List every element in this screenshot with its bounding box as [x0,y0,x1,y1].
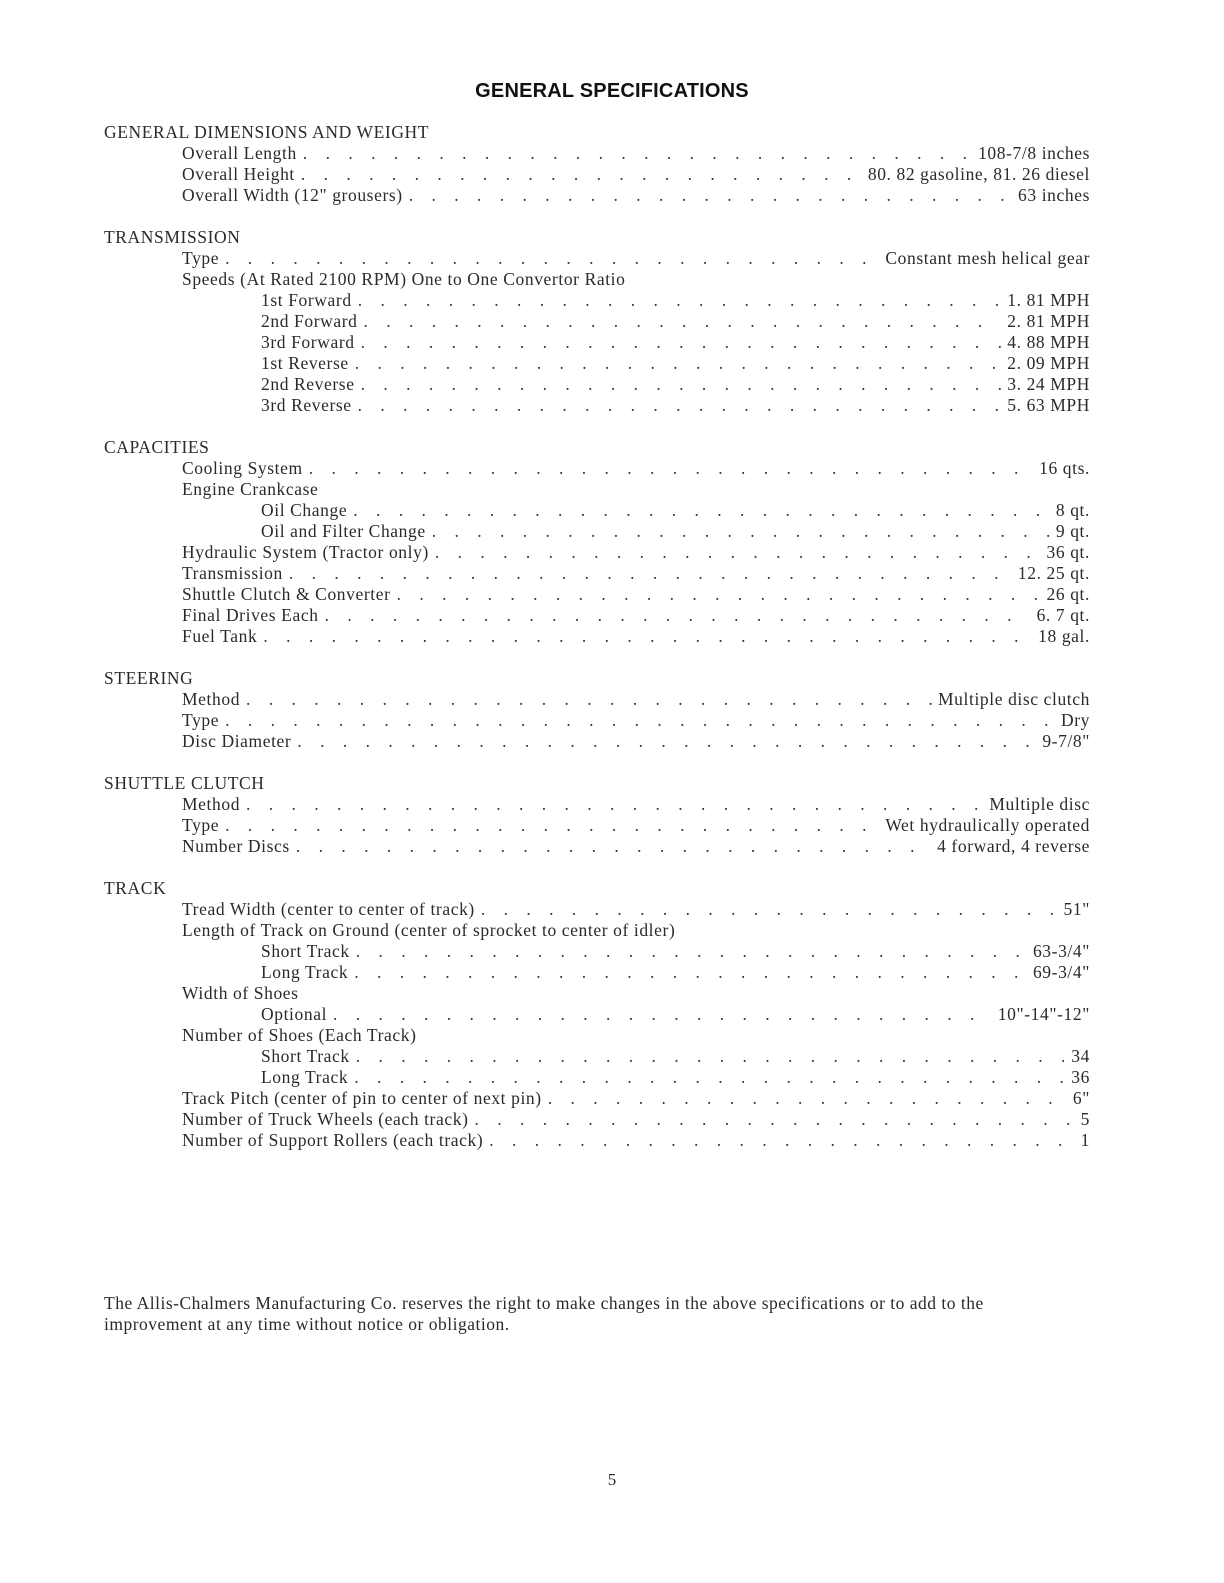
spec-label: 2nd Forward [261,311,358,331]
dot-leader [355,353,1002,374]
spec-section [104,122,1090,206]
section-heading: GENERAL DIMENSIONS AND WEIGHT [104,122,430,142]
spec-row [104,458,1090,479]
dot-leader [263,626,1032,647]
spec-row [104,1004,1090,1025]
spec-label: Hydraulic System (Tractor only) [182,542,429,562]
spec-row [104,1025,1090,1046]
spec-value: 4. 88 MPH [1007,332,1090,352]
spec-row [104,899,1090,920]
section-heading: STEERING [104,668,194,688]
dot-leader [358,395,1002,416]
spec-label: Track Pitch (center of pin to center of next pin) [182,1088,542,1108]
spec-value: 51" [1063,899,1090,919]
section-heading: CAPACITIES [104,437,210,457]
section-heading: TRACK [104,878,167,898]
spec-value: 80. 82 gasoline, 81. 26 diesel [867,164,1090,184]
dot-leader [301,164,862,185]
spec-label: Oil Change [261,500,348,520]
spec-value: 9 qt. [1055,521,1090,541]
dot-leader [353,500,1050,521]
spec-value: 2. 81 MPH [1007,311,1090,331]
spec-row [104,731,1090,752]
spec-label: Short Track [261,1046,350,1066]
spec-label: 3rd Forward [261,332,355,352]
spec-section [104,668,1090,752]
spec-value: 36 qt. [1046,542,1090,562]
spec-value: 63 inches [1018,185,1090,205]
dot-leader [225,815,879,836]
dot-leader [356,1046,1066,1067]
spec-label: Method [182,794,241,814]
spec-label: Overall Width (12" grousers) [182,185,403,205]
dot-leader [361,374,1002,395]
spec-value: 34 [1071,1046,1090,1066]
spec-row [104,269,1090,290]
dot-leader [356,941,1027,962]
dot-leader [475,1109,1075,1130]
dot-leader [354,1067,1065,1088]
spec-label: Engine Crankcase [182,479,319,499]
spec-label: Tread Width (center to center of track) [182,899,475,919]
spec-label: Width of Shoes [182,983,299,1003]
spec-label: Shuttle Clutch & Converter [182,584,391,604]
spec-value: 1 [1080,1130,1090,1150]
dot-leader [432,521,1050,542]
spec-value: 1. 81 MPH [1007,290,1090,310]
spec-label: 2nd Reverse [261,374,355,394]
spec-row [104,626,1090,647]
spec-row [104,794,1090,815]
spec-row [104,836,1090,857]
spec-value: 6. 7 qt. [1036,605,1090,625]
spec-row [104,1130,1090,1151]
spec-row [104,941,1090,962]
page-number: 5 [607,1470,617,1489]
spec-row [104,311,1090,332]
dot-leader [409,185,1012,206]
spec-label: Long Track [261,962,349,982]
dot-leader [361,332,1002,353]
spec-row [104,689,1090,710]
spec-row [104,395,1090,416]
spec-row [104,710,1090,731]
dot-leader [397,584,1041,605]
spec-label: Long Track [261,1067,349,1087]
dot-leader [289,563,1012,584]
spec-row [104,500,1090,521]
spec-value: 63-3/4" [1032,941,1090,961]
spec-value: 36 [1071,1067,1090,1087]
section-heading: SHUTTLE CLUTCH [104,773,265,793]
spec-section [104,437,1090,647]
spec-row [104,374,1090,395]
spec-row [104,164,1090,185]
spec-row [104,563,1090,584]
dot-leader [364,311,1002,332]
spec-value: 2. 09 MPH [1007,353,1090,373]
spec-value: 69-3/4" [1032,962,1090,982]
disclaimer-notice: The Allis-Chalmers Manufacturing Co. reserves the right to make changes in the above specifications or to add to the improvement at any time without notice or obligation. [104,1293,984,1334]
spec-value: 108-7/8 inches [978,143,1090,163]
dot-leader [435,542,1041,563]
spec-label: Short Track [261,941,350,961]
spec-row [104,185,1090,206]
spec-value: 3. 24 MPH [1007,374,1090,394]
spec-row [104,815,1090,836]
dot-leader [325,605,1031,626]
spec-label: Oil and Filter Change [261,521,426,541]
specifications-list [104,122,1090,1172]
spec-label: Length of Track on Ground (center of sprocket to center of idler) [182,920,676,940]
spec-row [104,584,1090,605]
spec-row [104,353,1090,374]
dot-leader [548,1088,1067,1109]
spec-label: Overall Length [182,143,297,163]
spec-label: 3rd Reverse [261,395,352,415]
dot-leader [358,290,1002,311]
spec-value: 8 qt. [1055,500,1090,520]
spec-row [104,479,1090,500]
dot-leader [246,794,983,815]
spec-label: Overall Height [182,164,295,184]
dot-leader [481,899,1058,920]
page-title: GENERAL SPECIFICATIONS [475,80,749,102]
spec-row [104,521,1090,542]
spec-value: Wet hydraulically operated [885,815,1090,835]
dot-leader [297,731,1036,752]
spec-row [104,1109,1090,1130]
dot-leader [333,1004,992,1025]
spec-label: Type [182,815,220,835]
spec-label: Type [182,248,220,268]
spec-label: Final Drives Each [182,605,319,625]
dot-leader [296,836,931,857]
spec-row [104,332,1090,353]
spec-label: Number of Support Rollers (each track) [182,1130,484,1150]
spec-row [104,143,1090,164]
spec-value: 18 gal. [1038,626,1090,646]
spec-section [104,227,1090,416]
spec-value: 10"-14"-12" [997,1004,1090,1024]
spec-label: Cooling System [182,458,303,478]
spec-label: Type [182,710,220,730]
spec-value: Multiple disc clutch [938,689,1090,709]
spec-section [104,773,1090,857]
spec-row [104,542,1090,563]
spec-label: Number of Shoes (Each Track) [182,1025,417,1045]
spec-value: 12. 25 qt. [1017,563,1090,583]
spec-row [104,1046,1090,1067]
spec-row [104,983,1090,1004]
spec-row [104,248,1090,269]
spec-value: 9-7/8" [1042,731,1090,751]
dot-leader [309,458,1033,479]
spec-row [104,290,1090,311]
spec-value: 6" [1072,1088,1090,1108]
spec-value: Multiple disc [989,794,1090,814]
spec-row [104,962,1090,983]
spec-row [104,920,1090,941]
spec-value: 16 qts. [1039,458,1090,478]
spec-row [104,1088,1090,1109]
spec-section [104,878,1090,1151]
spec-value: Constant mesh helical gear [885,248,1090,268]
dot-leader [246,689,932,710]
spec-label: Optional [261,1004,328,1024]
spec-label: 1st Reverse [261,353,349,373]
spec-value: Dry [1060,710,1090,730]
dot-leader [225,710,1055,731]
spec-value: 4 forward, 4 reverse [937,836,1090,856]
dot-leader [489,1130,1074,1151]
dot-leader [303,143,972,164]
spec-label: Number of Truck Wheels (each track) [182,1109,469,1129]
spec-label: Fuel Tank [182,626,258,646]
spec-label: Method [182,689,241,709]
spec-label: 1st Forward [261,290,352,310]
spec-label: Disc Diameter [182,731,292,751]
spec-row [104,605,1090,626]
spec-value: 26 qt. [1046,584,1090,604]
dot-leader [354,962,1027,983]
spec-label: Number Discs [182,836,290,856]
spec-row [104,1067,1090,1088]
spec-value: 5 [1080,1109,1090,1129]
section-heading: TRANSMISSION [104,227,241,247]
spec-label: Transmission [182,563,283,583]
spec-value: 5. 63 MPH [1007,395,1090,415]
spec-label: Speeds (At Rated 2100 RPM) One to One Convertor Ratio [182,269,626,289]
dot-leader [225,248,879,269]
